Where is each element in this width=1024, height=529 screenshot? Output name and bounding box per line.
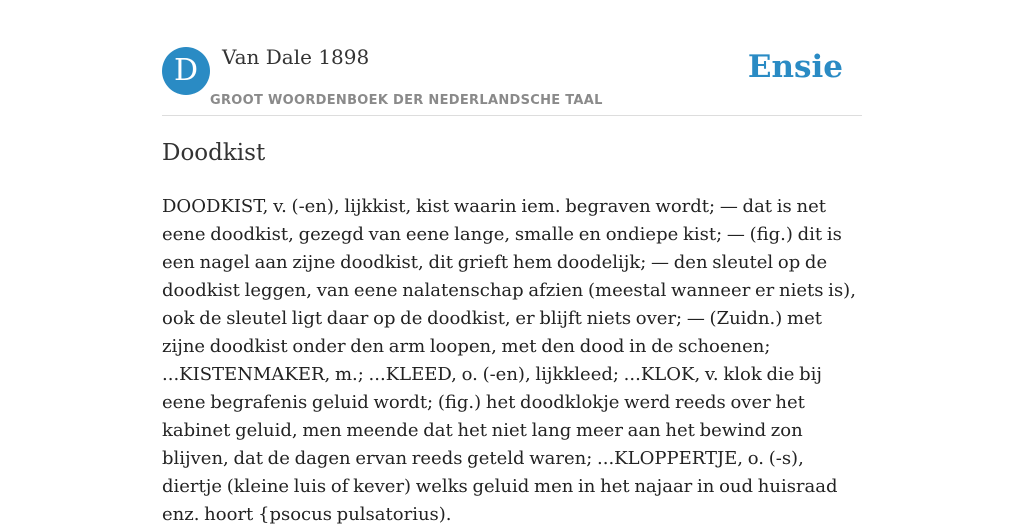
entry-definition: DOODKIST, v. (-en), lijkkist, kist waarin iem. begraven wordt; — dat is net eene doodkist, gezegd van eene lange, smalle en ondiepe kist; — (fig.) dit is een nagel aan zijne doodkist, dit grieft hem doodelijk; — den sleutel op de doodkist leggen, van eene nalatenschap afzien (meestal wanneer er niets is), ook de sleutel ligt daar op de doodkist, er blijft niets over; — (Zuidn.) met zijne doodkist onder den arm loopen, met den dood in de schoenen; ...KISTENMAKER, m.; ...KLEED, o. (-en), lijkkleed; ...KLOK, v. klok die bij eene begrafenis geluid wordt; (fig.) het doodklokje werd reeds over het kabinet geluid, men meende dat het niet lang meer aan het bewind zon blijven, dat de dagen ervan reeds geteld waren; ...KLOPPERTJE, o. (-s), diertje (kleine luis of kever) welks geluid men in het najaar in oud huisraad enz. hoort {psocus pulsatorius). — [162, 196, 856, 525]
ensie-logo[interactable]: Ensie — [747, 49, 843, 85]
source-header — [162, 0, 862, 116]
source-title[interactable]: Van Dale 1898 — [222, 45, 370, 69]
source-avatar[interactable]: D — [162, 47, 210, 95]
page-container — [162, 0, 862, 525]
source-subtitle: GROOT WOORDENBOEK DER NEDERLANDSCHE TAAL — [210, 93, 603, 108]
entry-title: Doodkist — [162, 140, 266, 166]
